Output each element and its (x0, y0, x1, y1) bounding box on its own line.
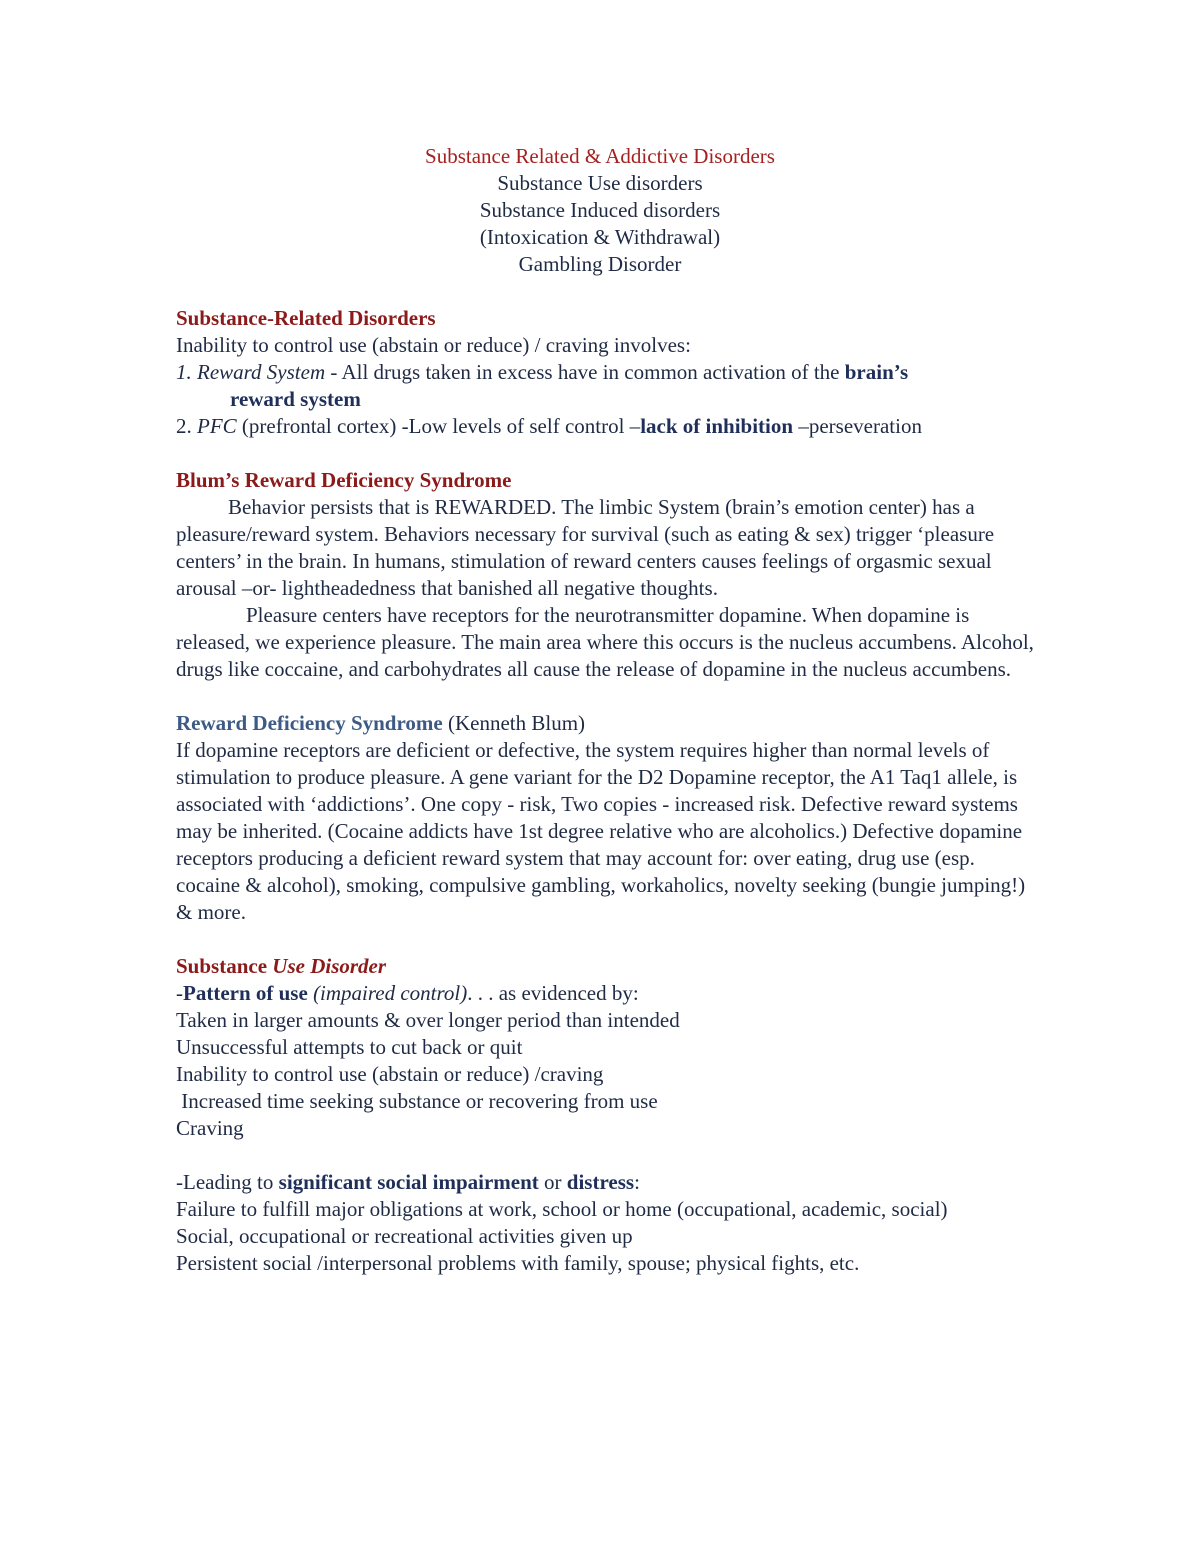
section-heading: Substance-Related Disorders (176, 306, 436, 330)
list-item: Social, occupational or recreational activities given up (176, 1224, 633, 1248)
leading-line: -Leading to significant social impairment or distress: (176, 1170, 640, 1194)
subtitle-line: Substance Use disorders (497, 171, 703, 195)
section-heading: Reward Deficiency Syndrome (Kenneth Blum) (176, 711, 586, 735)
list-item: Failure to fulfill major obligations at work, school or home (occupational, academic, social) (176, 1197, 948, 1221)
section-intro: Inability to control use (abstain or reduce) / craving involves: (176, 333, 691, 357)
subtitle-line: (Intoxication & Withdrawal) (479, 225, 721, 249)
list-item: Craving (176, 1116, 244, 1140)
pattern-line: -Pattern of use (impaired control). . . as evidenced by: (176, 981, 639, 1005)
paragraph: If dopamine receptors are deficient or defective, the system requires higher than normal levels of stimulation to produce pleasure. A gene variant for the D2 Dopamine receptor, the A1 Taq1 allele, is associated with ‘addictions’. One copy - risk, Two copies - increased risk. Defective reward systems may be inherited. (Cocaine addicts have 1st degree relative who are alcoholics.) Defective dopamine receptors producing a deficient reward system that may account for: over eating, drug use (esp. cocaine & alcohol), smoking, compulsive gambling, workaholics, novelty seeking (bungie jumping!) & more. (176, 738, 1026, 924)
section-heading: Substance Use Disorder (176, 954, 387, 978)
document-title: Substance Related & Addictive Disorders (425, 144, 775, 168)
list-item: Inability to control use (abstain or reduce) /craving (176, 1062, 604, 1086)
list-item: 2. PFC (prefrontal cortex) -Low levels of self control –lack of inhibition –perseveration (176, 414, 922, 438)
paragraph: Behavior persists that is REWARDED. The limbic System (brain’s emotion center) has a pleasure/reward system. Behaviors necessary for survival (such as eating & sex) trigger ‘pleasure centers’ in the brain. In humans, stimulation of reward centers causes feelings of orgasmic sexual arousal –or- lightheadedness that banished all negative thoughts. (176, 495, 995, 600)
list-item-continuation: reward system (230, 387, 361, 411)
list-item: Persistent social /interpersonal problems with family, spouse; physical fights, etc. (176, 1251, 860, 1275)
list-item: Unsuccessful attempts to cut back or quit (176, 1035, 523, 1059)
section-heading: Blum’s Reward Deficiency Syndrome (176, 468, 512, 492)
list-item: Taken in larger amounts & over longer period than intended (176, 1008, 680, 1032)
title-block (0, 143, 1200, 278)
document-body (176, 305, 1036, 1277)
list-item: 1. Reward System - All drugs taken in excess have in common activation of the brain’s (176, 360, 909, 384)
subtitle-line: Gambling Disorder (518, 252, 682, 276)
subtitle-line: Substance Induced disorders (479, 198, 721, 222)
paragraph: Pleasure centers have receptors for the neurotransmitter dopamine. When dopamine is released, we experience pleasure. The main area where this occurs is the nucleus accumbens. Alcohol, drugs like coccaine, and carbohydrates all cause the release of dopamine in the nucleus accumbens. (176, 603, 1034, 681)
list-item: Increased time seeking substance or recovering from use (176, 1089, 658, 1113)
